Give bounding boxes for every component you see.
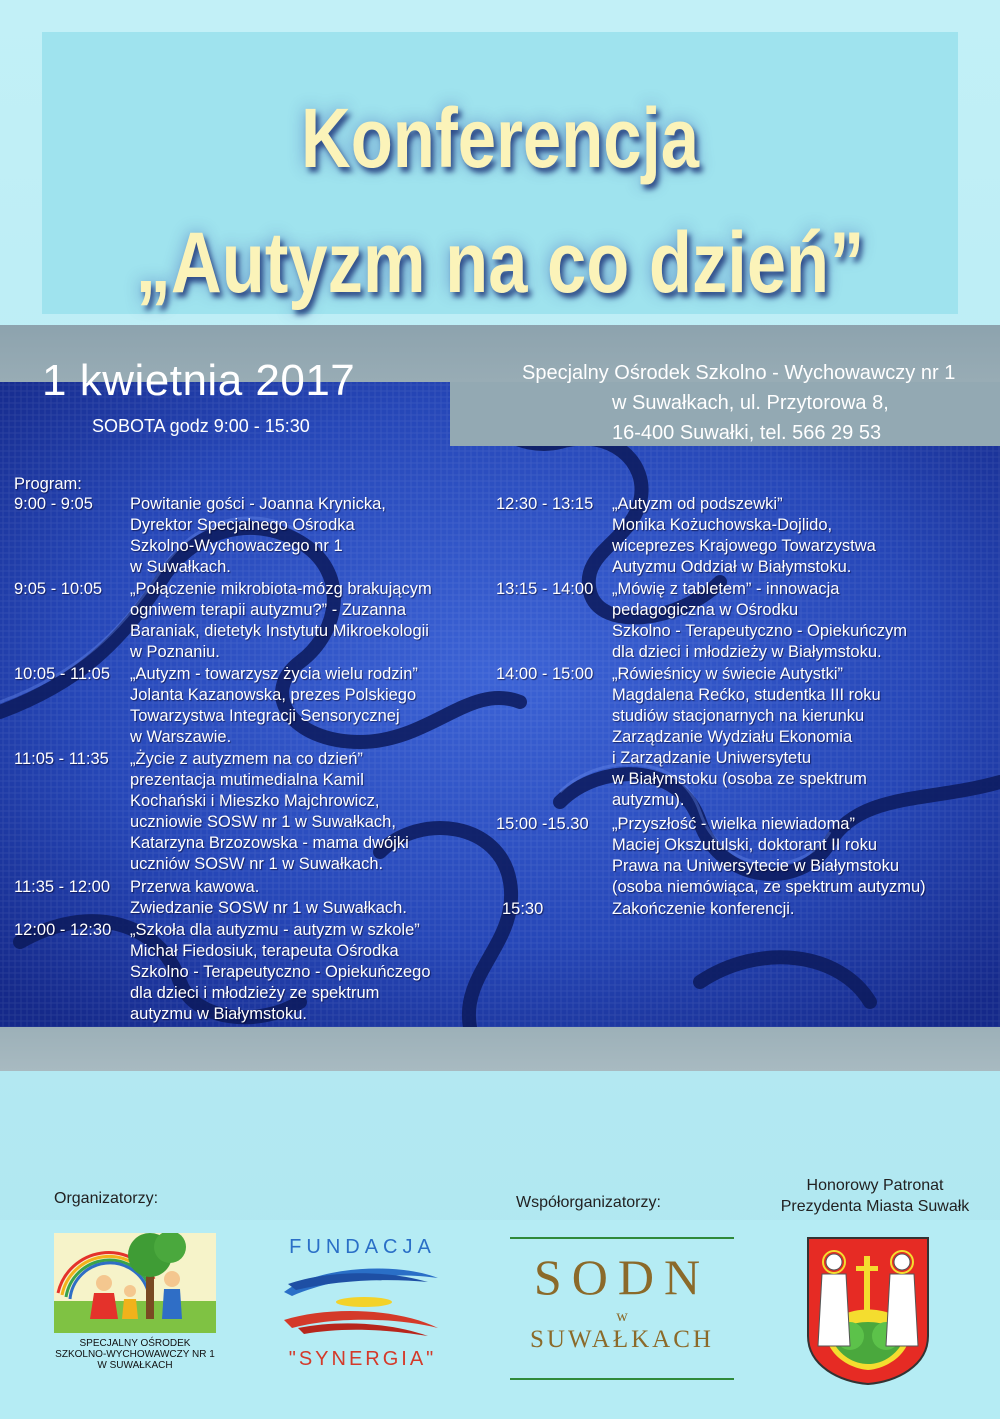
event-date: 1 kwietnia 2017 <box>42 356 356 405</box>
sosw-logo <box>54 1233 216 1333</box>
title-line-1: Konferencja <box>300 91 700 185</box>
program-desc: „Życie z autyzmem na co dzień” prezentacja mutimedialna Kamil Kochański i Mieszko Majchrowicz, uczniowie SOSW nr 1 w Suwałkach, Katarzyna Brzozowska - mama dwójki uczniów SOSW nr 1 w Suwałkach. <box>130 750 409 873</box>
program-desc: „Autyzm od podszewki” Monika Kożuchowska-Dojlido, wiceprezes Krajowego Towarzystwa Autyzmu Oddział w Białymstoku. <box>612 495 876 576</box>
title-box <box>42 32 958 314</box>
program-time: 12:00 - 12:30 <box>14 921 112 939</box>
program-desc: „Mówię z tabletem” - innowacja pedagogiczna w Ośrodku Szkolno - Terapeutyczno - Opiekuńczym dla dzieci i młodzieży w Białymstoku. <box>612 580 907 661</box>
sosw-caption-line-3: W SUWAŁKACH <box>97 1360 173 1371</box>
patronage-line-2: Prezydenta Miasta Suwałk <box>780 1198 970 1215</box>
sodn-title: SODN <box>533 1249 711 1305</box>
program-desc: „Rówieśnicy w świecie Autystki” Magdalena Rećko, studentka III roku studiów stacjonarnych na kierunku Zarządzanie Wydziału Ekonomia i Zarządzanie Uniwersytetu w Białymstoku (osoba ze spektrum autyzmu). <box>612 665 881 809</box>
fundacja-name: "SYNERGIA" <box>288 1348 437 1370</box>
fundacja-title: FUNDACJA <box>289 1236 436 1258</box>
program-time: 9:00 - 9:05 <box>14 495 93 513</box>
program-desc: „Szkoła dla autyzmu - autyzm w szkole” Michał Fiedosiuk, terapeuta Ośrodka Szkolno - Terapeutyczno - Opiekuńczego dla dzieci i młodzieży ze spektrum autyzmu w Białymstoku. <box>130 921 431 1023</box>
program-time: 12:30 - 13:15 <box>496 495 594 513</box>
sosw-caption-line-2: SZKOLNO-WYCHOWAWCZY NR 1 <box>55 1349 215 1360</box>
program-time: 13:15 - 14:00 <box>496 580 594 598</box>
venue-line-2: w Suwałkach, ul. Przytorowa 8, <box>612 392 889 414</box>
program-time: 14:00 - 15:00 <box>496 665 594 683</box>
coorganizers-label: Współorganizatorzy: <box>516 1194 661 1211</box>
program-time: 15:30 <box>502 900 544 918</box>
sodn-city: SUWAŁKACH <box>530 1326 714 1353</box>
program-desc: Przerwa kawowa. Zwiedzanie SOSW nr 1 w Suwałkach. <box>130 878 407 917</box>
program-desc: „Połączenie mikrobiota-mózg brakującym ogniwem terapii autyzmu?” - Zuzanna Baraniak, dietetyk Instytutu Mikroekologii w Poznaniu. <box>130 580 432 661</box>
organizers-label: Organizatorzy: <box>54 1190 159 1207</box>
program-desc: „Przyszłość - wielka niewiadoma” Maciej Okszutulski, doktorant II roku Prawa na Uniwersytecie w Białymstoku (osoba niemówiąca, ze spektrum autyzmu) <box>612 815 926 896</box>
program-time: 11:35 - 12:00 <box>14 878 111 896</box>
program-desc: Powitanie gości - Joanna Krynicka, Dyrektor Specjalnego Ośrodka Szkolno-Wychowaczego nr 1 w Suwałkach. <box>130 495 386 576</box>
program-time: 9:05 - 10:05 <box>14 580 103 598</box>
program-desc: „Autyzm - towarzysz życia wielu rodzin” Jolanta Kazanowska, prezes Polskiego Towarzystwa Integracji Sensorycznej w Warszawie. <box>130 665 418 746</box>
program-time: 11:05 - 11:35 <box>14 750 109 768</box>
program-time: 10:05 - 11:05 <box>14 665 111 683</box>
title-line-2: „Autyzm na co dzień” <box>135 215 865 311</box>
sodn-bottom-rule <box>510 1378 734 1380</box>
program-label: Program: <box>14 475 82 493</box>
sodn-top-rule <box>510 1237 734 1239</box>
program-desc: Zakończenie konferencji. <box>612 900 795 918</box>
event-day-time: SOBOTA godz 9:00 - 15:30 <box>92 416 310 436</box>
venue-line-1: Specjalny Ośrodek Szkolno - Wychowawczy nr 1 <box>522 362 956 384</box>
program-time: 15:00 -15.30 <box>496 815 589 833</box>
venue-line-3: 16-400 Suwałki, tel. 566 29 53 <box>612 422 882 444</box>
sodn-w: w <box>616 1308 628 1325</box>
band-bottom <box>0 1027 1000 1071</box>
suwalki-coat-of-arms-icon <box>806 1236 930 1386</box>
synergia-swoosh-logo <box>278 1262 444 1344</box>
sosw-caption-line-1: SPECJALNY OŚRODEK <box>79 1338 191 1349</box>
patronage-line-1: Honorowy Patronat <box>806 1177 944 1194</box>
